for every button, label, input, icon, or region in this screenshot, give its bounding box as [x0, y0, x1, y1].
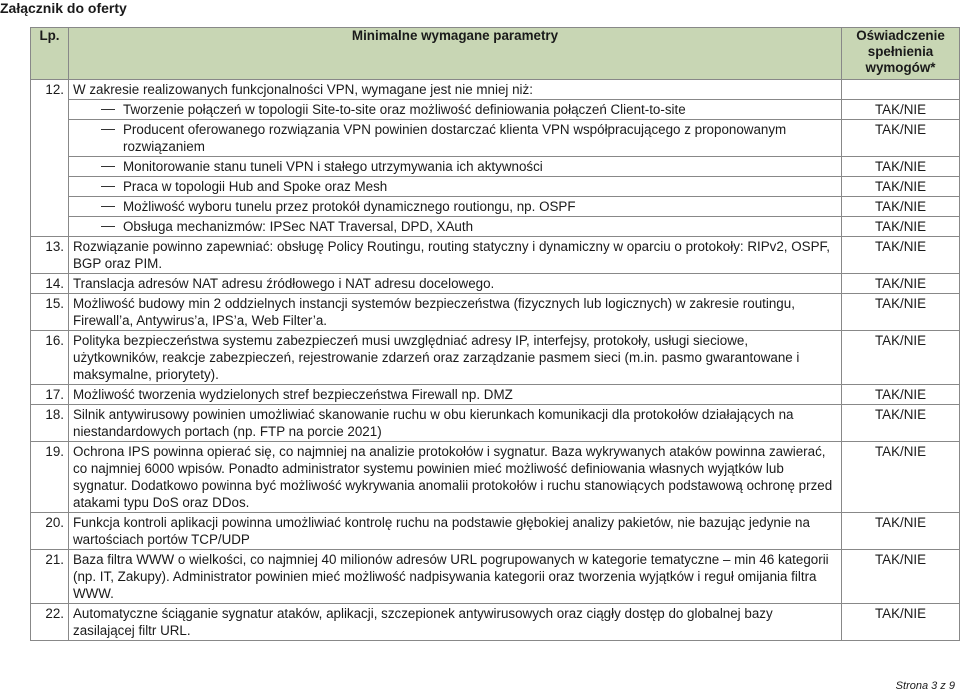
- row-text: Rozwiązanie powinno zapewniać: obsługę Policy Routingu, routing statyczny i dynamiczny w oparciu o protokoły: RIPv2, OSPF, BGP oraz PIM.: [69, 237, 842, 274]
- row-number: 20.: [31, 513, 69, 550]
- answer-cell[interactable]: TAK/NIE: [842, 331, 960, 385]
- table-row: [31, 604, 960, 641]
- answer-cell[interactable]: TAK/NIE: [842, 197, 960, 217]
- row-number: 12.: [31, 80, 69, 100]
- header-lp: Lp.: [31, 28, 69, 80]
- row-number: 15.: [31, 294, 69, 331]
- answer-cell[interactable]: TAK/NIE: [842, 120, 960, 157]
- answer-cell[interactable]: TAK/NIE: [842, 100, 960, 120]
- page-number: Strona 3 z 9: [895, 680, 955, 692]
- table-row: [31, 237, 960, 274]
- row-text: Polityka bezpieczeństwa systemu zabezpieczeń musi uwzględniać adresy IP, interfejsy, protokoły, usługi sieciowe, użytkowników, reakcje zabezpieczeń, rejestrowanie zdarzeń oraz zarządzanie pasmem sieci (m.in. pasmo gwarantowane i maksymalne, priorytety).: [69, 331, 842, 385]
- table-row: [31, 100, 960, 120]
- list-item: Możliwość wyboru tunelu przez protokół dynamicznego routiongu, np. OSPF: [69, 197, 842, 217]
- answer-cell[interactable]: TAK/NIE: [842, 550, 960, 604]
- answer-cell[interactable]: TAK/NIE: [842, 513, 960, 550]
- row-number: 14.: [31, 274, 69, 294]
- list-item: Praca w topologii Hub and Spoke oraz Mesh: [69, 177, 842, 197]
- row-number: 13.: [31, 237, 69, 274]
- row-text: Silnik antywirusowy powinien umożliwiać skanowanie ruchu w obu kierunkach komunikacji dla protokołów działających na niestandardowych portach (np. FTP na porcie 2021): [69, 405, 842, 442]
- dash-bullet-icon: [73, 121, 123, 155]
- dash-bullet-icon: [73, 178, 123, 195]
- row-text: Funkcja kontroli aplikacji powinna umożliwiać kontrolę ruchu na podstawie głębokiej analizy pakietów, nie bazując jedynie na wartościach portów TCP/UDP: [69, 513, 842, 550]
- row-text: Możliwość budowy min 2 oddzielnych instancji systemów bezpieczeństwa (fizycznych lub logicznych) w zakresie routingu, Firewall’a, Antywirus’a, IPS’a, Web Filter’a.: [69, 294, 842, 331]
- answer-cell[interactable]: TAK/NIE: [842, 237, 960, 274]
- dash-bullet-icon: [73, 198, 123, 215]
- table-row: [31, 197, 960, 217]
- table-header-row: [31, 28, 960, 80]
- row-text: Ochrona IPS powinna opierać się, co najmniej na analizie protokołów i sygnatur. Baza wykrywanych ataków powinna zawierać, co najmniej 6000 wpisów. Ponadto administrator systemu powinien mieć możliwość definiowania własnych wyjątków lub sygnatur. Dodatkowo powinna być możliwość wykrywania anomalii protokołów i ruchu stanowiących podstawową ochronę przed atakami typu DoS oraz DDos.: [69, 442, 842, 513]
- answer-cell[interactable]: TAK/NIE: [842, 217, 960, 237]
- row-number: 18.: [31, 405, 69, 442]
- row-number: 22.: [31, 604, 69, 641]
- table-row: [31, 80, 960, 100]
- row-number: 17.: [31, 385, 69, 405]
- dash-bullet-icon: [73, 218, 123, 235]
- table-row: [31, 177, 960, 197]
- header-parameters: Minimalne wymagane parametry: [69, 28, 842, 80]
- table-row: [31, 405, 960, 442]
- table-row: [31, 331, 960, 385]
- row-text: Baza filtra WWW o wielkości, co najmniej 40 milionów adresów URL pogrupowanych w kategorie tematyczne – min 46 kategorii (np. IT, Zakupy). Administrator powinien mieć możliwość nadpisywania kategorii oraz tworzenia wyjątków i reguł omijania filtra WWW.: [69, 550, 842, 604]
- requirements-table: [30, 27, 960, 641]
- row-text: Translacja adresów NAT adresu źródłowego i NAT adresu docelowego.: [69, 274, 842, 294]
- row-text: Automatyczne ściąganie sygnatur ataków, aplikacji, szczepionek antywirusowych oraz ciągły dostęp do globalnej bazy zasilającej filtr URL.: [69, 604, 842, 641]
- answer-cell[interactable]: TAK/NIE: [842, 274, 960, 294]
- list-item: Monitorowanie stanu tuneli VPN i stałego utrzymywania ich aktywności: [69, 157, 842, 177]
- answer-cell[interactable]: TAK/NIE: [842, 442, 960, 513]
- answer-cell[interactable]: TAK/NIE: [842, 157, 960, 177]
- answer-cell[interactable]: TAK/NIE: [842, 604, 960, 641]
- table-row: [31, 513, 960, 550]
- row-text: Możliwość tworzenia wydzielonych stref bezpieczeństwa Firewall np. DMZ: [69, 385, 842, 405]
- table-row: [31, 442, 960, 513]
- table-row: [31, 385, 960, 405]
- list-item: Obsługa mechanizmów: IPSec NAT Traversal, DPD, XAuth: [69, 217, 842, 237]
- header-declaration: Oświadczenie spełnienia wymogów*: [842, 28, 960, 80]
- table-row: [31, 120, 960, 157]
- answer-cell[interactable]: TAK/NIE: [842, 177, 960, 197]
- answer-cell[interactable]: TAK/NIE: [842, 385, 960, 405]
- list-item: Producent oferowanego rozwiązania VPN powinien dostarczać klienta VPN współpracującego z proponowanym rozwiązaniem: [69, 120, 842, 157]
- row-number: 19.: [31, 442, 69, 513]
- answer-cell: [842, 80, 960, 100]
- table-row: [31, 550, 960, 604]
- answer-cell[interactable]: TAK/NIE: [842, 405, 960, 442]
- dash-bullet-icon: [73, 101, 123, 118]
- table-row: [31, 294, 960, 331]
- row-number: 21.: [31, 550, 69, 604]
- row-text: W zakresie realizowanych funkcjonalności VPN, wymagane jest nie mniej niż:: [69, 80, 842, 100]
- row-number: 16.: [31, 331, 69, 385]
- list-item: Tworzenie połączeń w topologii Site-to-site oraz możliwość definiowania połączeń Client-to-site: [69, 100, 842, 120]
- dash-bullet-icon: [73, 158, 123, 175]
- answer-cell[interactable]: TAK/NIE: [842, 294, 960, 331]
- table-row: [31, 157, 960, 177]
- table-row: [31, 217, 960, 237]
- table-row: [31, 274, 960, 294]
- document-title: Załącznik do oferty: [0, 0, 127, 16]
